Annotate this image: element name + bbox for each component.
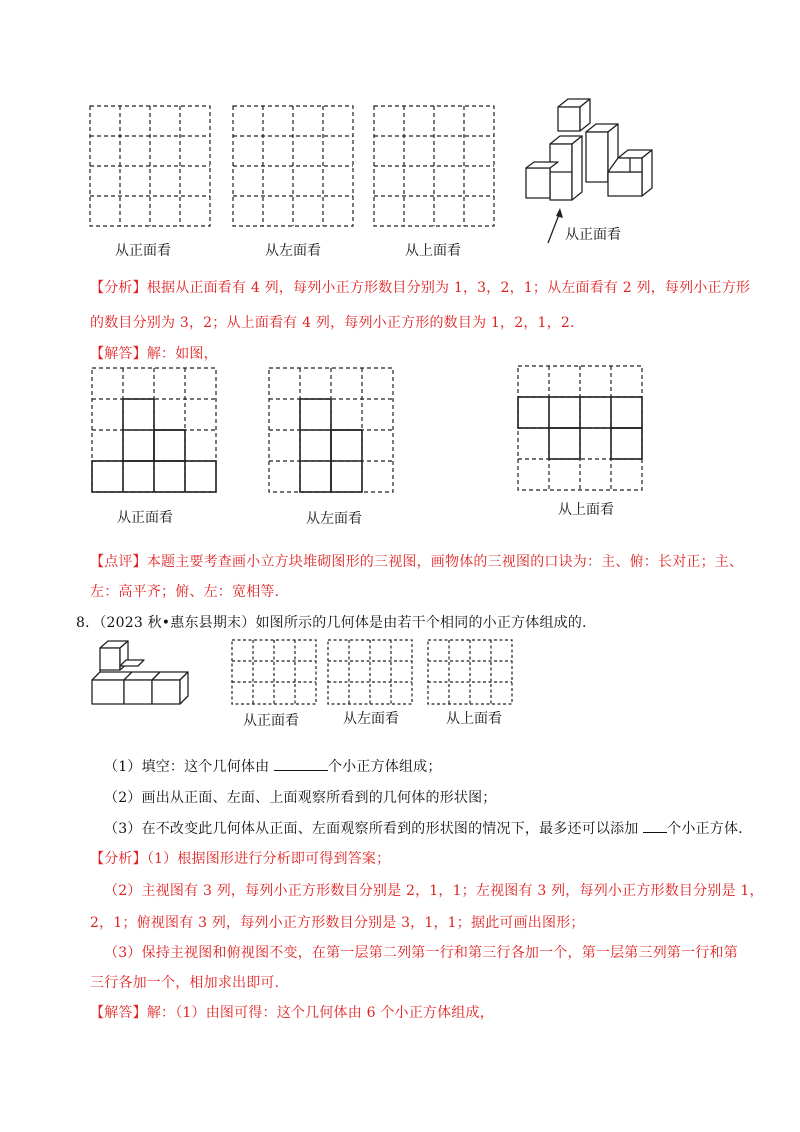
answer1-line: 【解答】解：如图， [90,346,218,362]
answer2-line: 【解答】解：（1）由图可得：这个几何体由 6 个小正方体组成， [90,1005,494,1021]
analysis-tag: 【分析】 [90,280,147,296]
q8-text: 如图所示的几何体是由若干个相同的小正方体组成的. [255,615,587,631]
answer-left-view-grid [269,368,399,498]
answer-caption-left: 从左面看 [306,511,362,527]
analysis2-p1: 【分析】（1）根据图形进行分析即可得到答案； [90,851,391,867]
q8-caption-top: 从上面看 [446,711,502,727]
answer-tag: 【解答】 [90,346,147,362]
caption-front-view: 从正面看 [115,243,171,259]
q8-sub3: （3）在不改变此几何体从正面、左面观察所看到的形状图的情况下，最多还可以添加 个小正方体. [104,818,743,838]
empty-grid-left [233,106,357,230]
analysis2-p3-line2: 三行各加一个，相加求出即可. [90,975,280,991]
comment1-line2: 左：高平齐；俯、左：宽相等. [90,584,280,600]
q8-sub3-blank[interactable] [643,818,667,833]
q8-caption-front: 从正面看 [243,713,299,729]
q8-source: （2023 秋•惠东县期末） [99,615,256,631]
answer-top-view-grid [518,366,648,496]
q8-grid-left [328,640,418,710]
answer-caption-front: 从正面看 [117,510,173,526]
q8-grid-front [232,640,322,710]
analysis1-line2: 的数目分别为 3，2；从上面看有 4 列，每列小正方形的数目为 1，2，1，2. [90,315,575,331]
answer-caption-top: 从上面看 [558,502,614,518]
q8-heading [76,612,587,632]
answer-front-view-grid [92,368,222,498]
q8-sub1-blank[interactable] [274,756,328,771]
analysis2-p3-line1: （3）保持主视图和俯视图不变，在第一层第二列第一行和第三行各加一个，第一层第三列第一行和第 [104,945,738,961]
empty-grid-front [90,106,214,230]
analysis2-p2-line2: 2，1；俯视图有 3 列，每列小正方形数目分别是 3，1，1；据此可画出图形； [90,915,585,931]
q8-caption-left: 从左面看 [343,711,399,727]
analysis2-tag: 【分析】 [90,851,147,867]
comment-tag: 【点评】 [90,554,147,570]
q8-number: 8． [76,615,100,631]
q8-sub1: （1）填空：这个几何体由 个小正方体组成； [104,756,442,776]
comment1-line1: 【点评】本题主要考查画小立方块堆砌图形的三视图，画物体的三视图的口诀为：主、俯：长对正；主、 [90,554,744,570]
analysis1-line1: 【分析】根据从正面看有 4 列，每列小正方形数目分别为 1，3，2，1；从左面看有 2 列，每列小正方形 [90,280,751,296]
caption-left-view: 从左面看 [265,243,321,259]
analysis2-p2-line1: （2）主视图有 3 列，每列小正方形数目分别是 2，1，1；左视图有 3 列，每列小正方形数目分别是 1， [104,883,764,899]
q8-sub2: （2）画出从正面、左面、上面观察所看到的几何体的形状图； [104,790,497,806]
q8-grid-top [428,640,518,710]
answer2-tag: 【解答】 [90,1005,147,1021]
caption-arrow-front: 从正面看 [565,227,621,243]
q8-cube-figure [90,638,200,718]
caption-top-view: 从上面看 [405,243,461,259]
empty-grid-top [374,106,498,230]
